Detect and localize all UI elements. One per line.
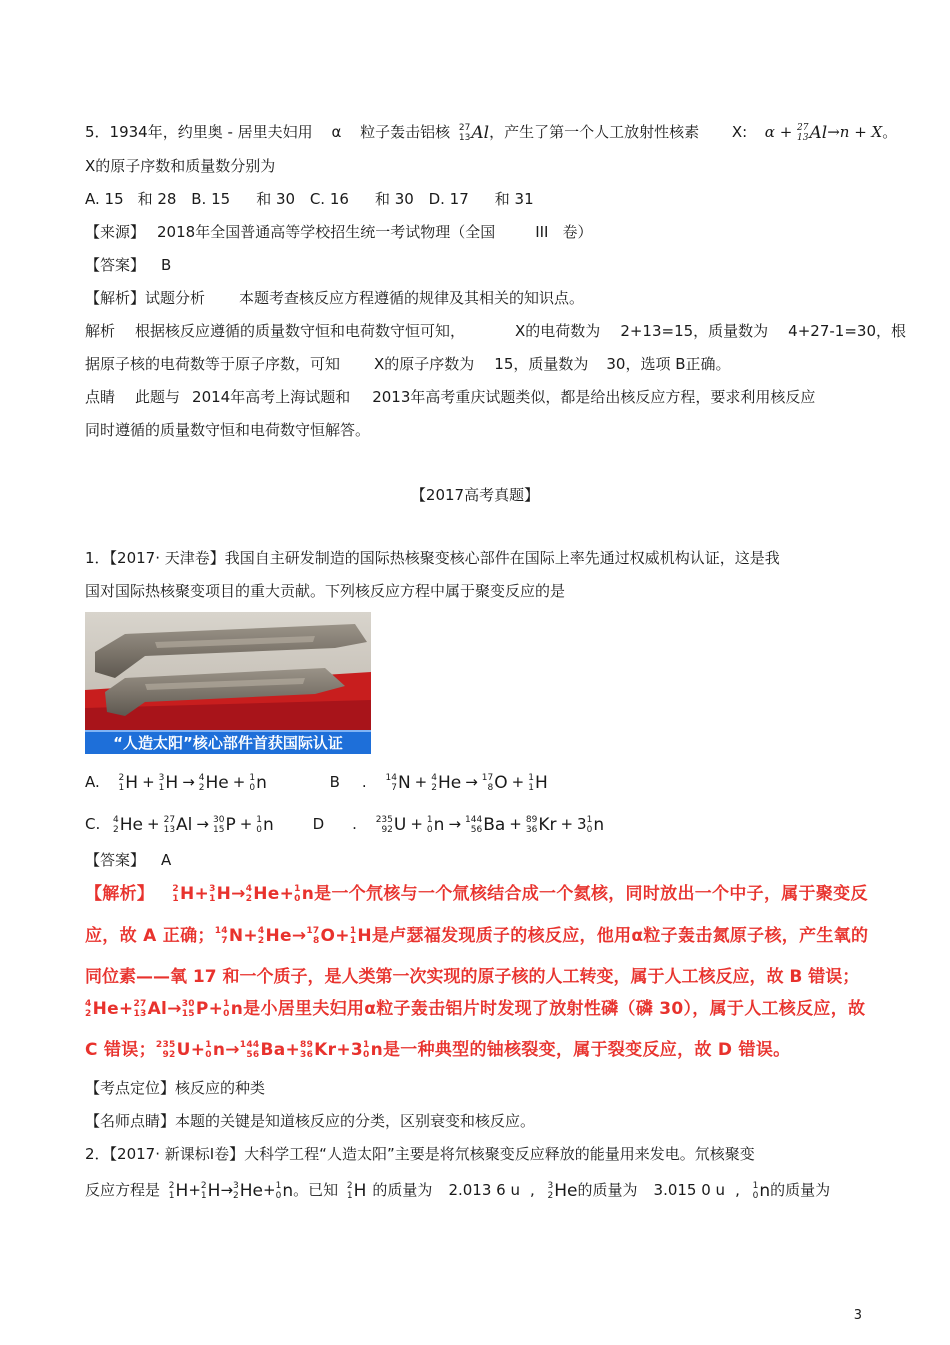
- q1-mingshi: 【名师点睛】本题的关键是知道核反应的分类，区别衰变和核反应。: [85, 1112, 536, 1130]
- page-number: 3: [853, 1308, 862, 1323]
- q5-line2: X的原子序数和质量数分别为: [85, 157, 276, 175]
- photo-caption: “人造太阳”核心部件首获国际认证: [113, 734, 343, 752]
- q1-red-4: 4 2 He + 27 13 Al → 30 15 P + 1 0 n 是小居里夫妇用α粒子轰击铝片时发现了放射性磷（磷 30），属于人工核反应，故: [85, 999, 866, 1019]
- q5-line1: 5．1934年，约里奥 - 居里夫妇用 α 粒子轰击铝核 27 13 Al ，产生了第一个人工放射性核素 X: α + 27 13 Al →n + X。: [85, 122, 898, 143]
- section-title: 【2017高考真题】: [410, 486, 540, 504]
- q5-note-2: 同时遵循的质量数守恒和电荷数守恒解答。: [85, 421, 371, 439]
- q5-explain-1: 解析 根据核反应遵循的质量数守恒和电荷数守恒可知， X的电荷数为 2+13=15，质量数为 4+27-1=30，根: [85, 322, 906, 340]
- q1-answer: 【答案】 A: [85, 851, 172, 869]
- q5-note-1: 点睛 此题与 2014年高考上海试题和 2013年高考重庆试题类似，都是给出核反应方程，要求利用核反应: [85, 388, 816, 406]
- q1-red-3: 同位素——氧 17 和一个质子，是人类第一次实现的原子核的人工转变，属于人工核反应，故 B 错误；: [85, 967, 860, 987]
- q2-line2: 反应方程是 2 1 H + 2 1 H → 3 2 He + 1 0 n 。已知 2 1 H 的质量为 2.013 6 u , 3 2 He 的质量为 3.015 0 u , 1 0 n 的质量为: [85, 1180, 831, 1201]
- q5-options: A. 15 和 28 B. 15 和 30 C. 16 和 30 D. 17 和 31: [85, 190, 534, 208]
- reactor-component-photo: [85, 612, 371, 754]
- q1-red-2: 应，故 A 正确； 14 7 N + 4 2 He → 17 8 O + 1 1 H 是卢瑟福发现质子的核反应，他用α粒子轰击氮原子核，产生氧的: [85, 926, 869, 946]
- q5-answer: 【答案】 B: [85, 256, 172, 274]
- q1-options-ab: A. 2 1 H + 3 1 H → 4 2 He + 1 0 n B . 14 7 N + 4 2 He → 17 8 O + 1 1 H: [85, 772, 548, 793]
- al-nuclide: 27 13 Al: [458, 122, 490, 143]
- q1-options-cd: C. 4 2 He + 27 13 Al → 30 15 P + 1 0 n D . 235 92 U + 1 0 n → 144 56 Ba + 89 36 Kr + 3 1 0 n: [85, 814, 605, 835]
- q5-explain-2: 据原子核的电荷数等于原子序数，可知 X的原子序数为 15，质量数为 30，选项 B正确。: [85, 355, 731, 373]
- q1-red-5: C 错误； 235 92 U + 1 0 n → 144 56 Ba + 89 36 Kr +3 1 0 n 是一种典型的铀核裂变，属于裂变反应，故 D 错误。: [85, 1040, 791, 1060]
- q5-equation: α + 27 13 Al →n + X: [764, 123, 883, 143]
- q1-line2: 国对国际热核聚变项目的重大贡献。下列核反应方程中属于聚变反应的是: [85, 582, 566, 600]
- q5-analysis: 【解析】试题分析 本题考查核反应方程遵循的规律及其相关的知识点。: [85, 289, 585, 307]
- q1-red-1: 【解析】 2 1 H + 3 1 H → 4 2 He + 1 0 n 是一个氘核与一个氚核结合成一个氦核，同时放出一个中子，属于聚变反: [85, 884, 868, 904]
- reactor-component-image: [85, 612, 371, 754]
- q2-line1: 2．【2017· 新课标Ⅰ卷】大科学工程“人造太阳”主要是将氘核聚变反应释放的能量用来发电。氘核聚变: [85, 1145, 755, 1163]
- q1-line1: 1．【2017· 天津卷】我国自主研发制造的国际热核聚变核心部件在国际上率先通过权威机构认证，这是我: [85, 549, 780, 567]
- q5-source: 【来源】 2018年全国普通高等学校招生统一考试物理（全国 III 卷）: [85, 223, 593, 241]
- q1-kaodian: 【考点定位】核反应的种类: [85, 1079, 266, 1097]
